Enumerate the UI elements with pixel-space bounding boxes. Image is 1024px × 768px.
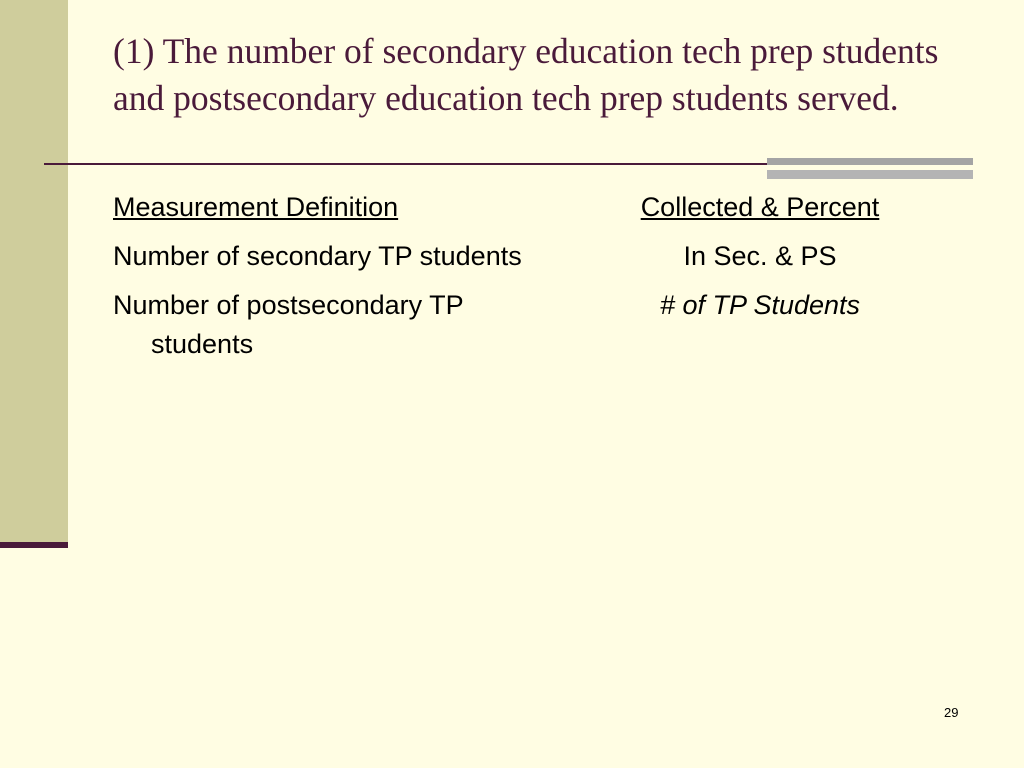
collected-percent-column [560, 188, 960, 325]
left-sidebar-bar [0, 0, 68, 542]
measurement-definition-heading: Measurement Definition [113, 192, 399, 222]
collected-percent-heading: Collected & Percent [640, 192, 880, 222]
accent-bar-bottom [767, 170, 973, 179]
page-number: 29 [944, 705, 959, 720]
collected-line-tp-students: # of TP Students [659, 290, 861, 320]
left-sidebar-base-rule [0, 542, 68, 548]
collected-line-sec-ps: In Sec. & PS [683, 241, 837, 271]
accent-bar-top [767, 158, 973, 165]
slide-title: (1) The number of secondary education tech prep students and postsecondary education tech prep students served. [113, 31, 939, 118]
definition-item-postsecondary: Number of postsecondary TP students [113, 290, 464, 359]
definition-item-secondary: Number of secondary TP students [113, 241, 522, 271]
measurement-definition-column [113, 188, 533, 364]
